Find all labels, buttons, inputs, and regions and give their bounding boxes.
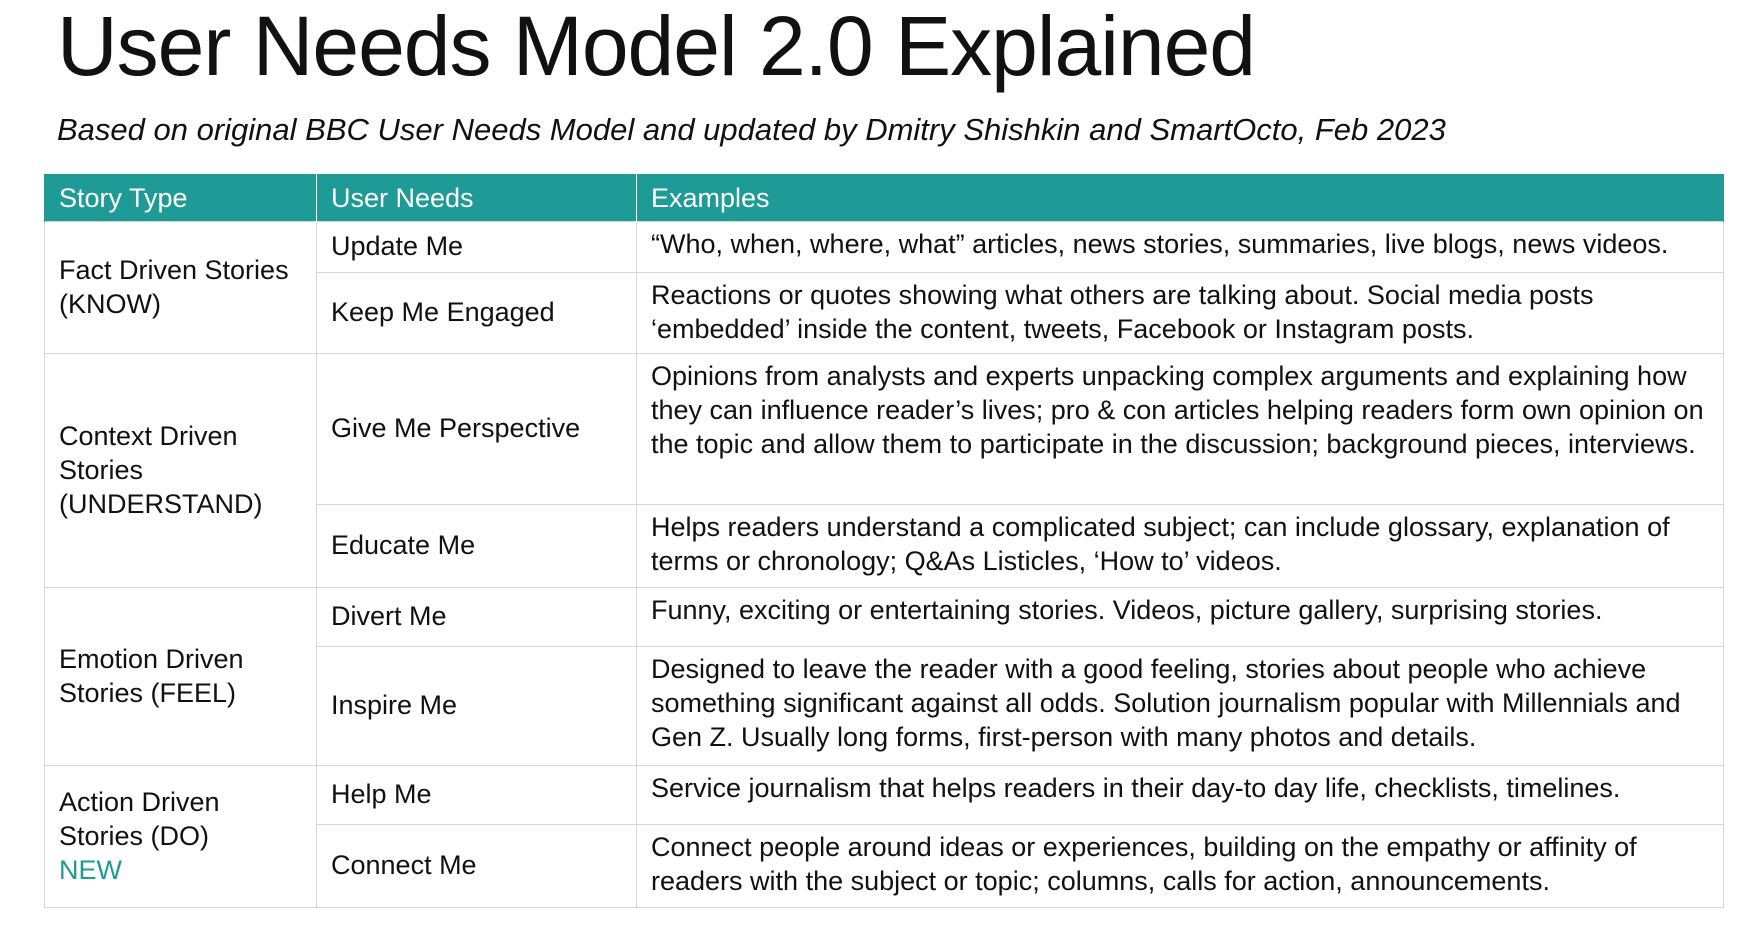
table-header-row (45, 174, 1724, 222)
user-need-cell: Update Me (317, 222, 637, 273)
user-need-cell: Give Me Perspective (317, 354, 637, 505)
story-type-cell-action (45, 766, 317, 908)
user-need-cell: Educate Me (317, 505, 637, 588)
table-header (45, 174, 1724, 222)
table-row (45, 766, 1724, 825)
page-subtitle: Based on original BBC User Needs Model and updated by Dmitry Shishkin and SmartOcto, Feb 2023 (57, 112, 1446, 147)
example-cell: Helps readers understand a complicated subject; can include glossary, explanation of terms or chronology; Q&As Listicles, ‘How to’ videos. (637, 505, 1724, 588)
user-need-cell: Inspire Me (317, 647, 637, 766)
page-title: User Needs Model 2.0 Explained (57, 0, 1256, 93)
story-type-cell-emotion (45, 588, 317, 766)
new-badge: NEW (59, 854, 122, 885)
table-row (45, 588, 1724, 647)
user-need-cell: Connect Me (317, 825, 637, 908)
example-cell: “Who, when, where, what” articles, news stories, summaries, live blogs, news videos. (637, 222, 1724, 273)
story-type-label: Action Driven Stories (DO) (59, 786, 220, 851)
example-cell: Connect people around ideas or experiences, building on the empathy or affinity of readers with the subject or topic; columns, calls for action, announcements. (637, 825, 1724, 908)
example-cell: Service journalism that helps readers in their day-to day life, checklists, timelines. (637, 766, 1724, 825)
story-type-label: Fact Driven Stories (KNOW) (59, 254, 289, 319)
example-cell: Reactions or quotes showing what others are talking about. Social media posts ‘embedded’ inside the content, tweets, Facebook or Instagram posts. (637, 273, 1724, 354)
story-type-cell-fact (45, 222, 317, 354)
story-type-cell-context (45, 354, 317, 588)
example-cell: Designed to leave the reader with a good feeling, stories about people who achieve something significant against all odds. Solution journalism popular with Millennials and Gen Z. Usually long forms, first-person with many photos and details. (637, 647, 1724, 766)
table-row (45, 222, 1724, 273)
user-need-cell: Keep Me Engaged (317, 273, 637, 354)
story-type-label: Emotion Driven Stories (FEEL) (59, 643, 244, 708)
story-type-label: Context Driven Stories (UNDERSTAND) (59, 420, 263, 519)
table-row (45, 354, 1724, 505)
table-body (45, 222, 1724, 908)
column-header-examples: Examples (637, 174, 1724, 222)
user-need-cell: Divert Me (317, 588, 637, 647)
column-header-user-needs: User Needs (317, 174, 637, 222)
example-cell: Opinions from analysts and experts unpacking complex arguments and explaining how they can influence reader’s lives; pro & con articles helping readers form own opinion on the topic and allow them to participate in the discussion; background pieces, interviews. (637, 354, 1724, 505)
example-cell: Funny, exciting or entertaining stories. Videos, picture gallery, surprising stories. (637, 588, 1724, 647)
user-need-cell: Help Me (317, 766, 637, 825)
column-header-story-type: Story Type (45, 174, 317, 222)
user-needs-table (44, 174, 1724, 908)
